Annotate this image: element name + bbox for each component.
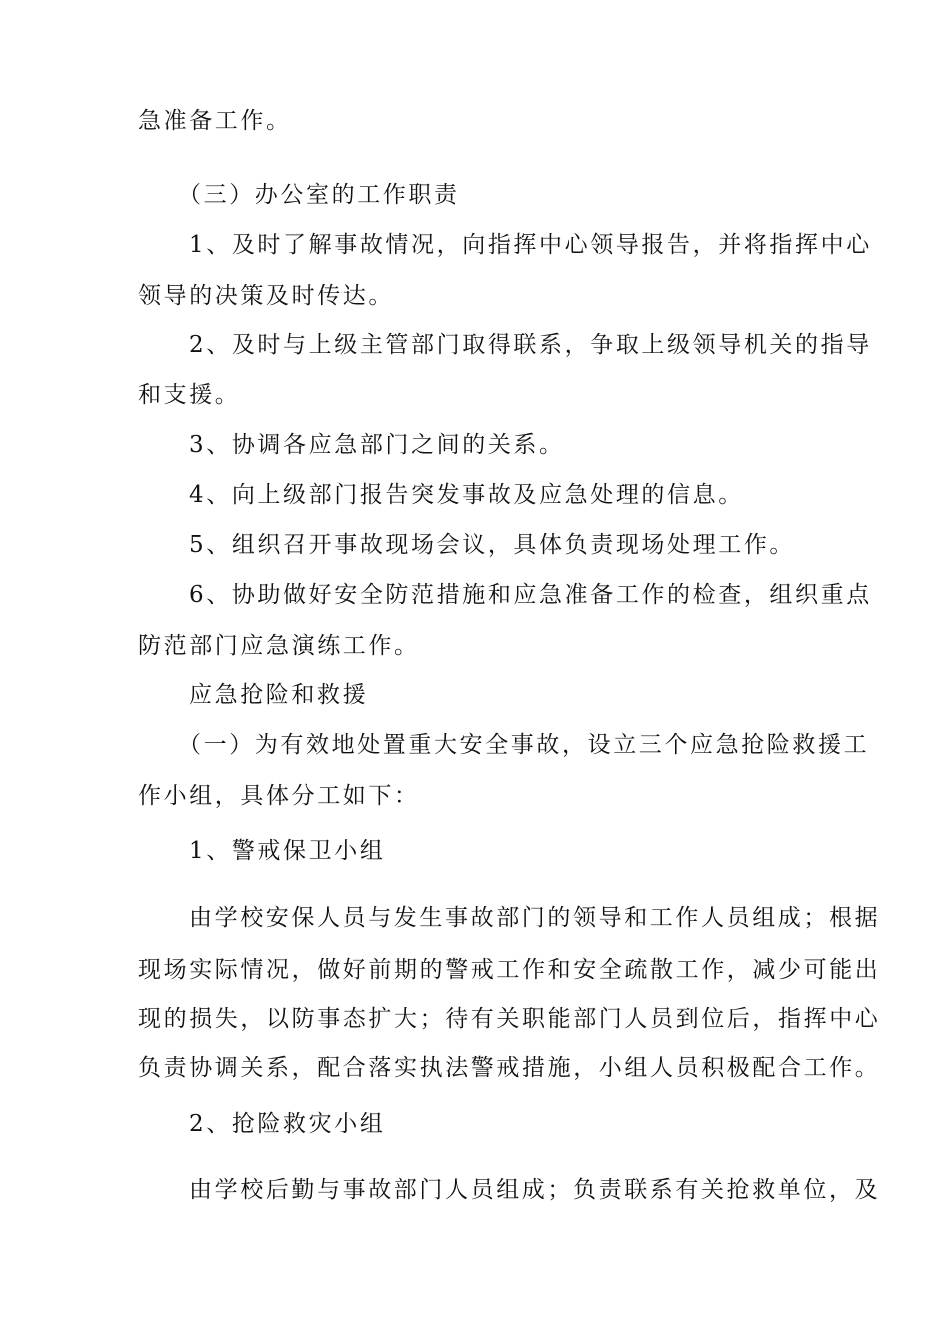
section-heading: 应急抢险和救援 bbox=[189, 682, 369, 708]
text-line: 作小组，具体分工如下： bbox=[138, 783, 420, 809]
text-line: 3、协调各应急部门之间的关系。 bbox=[189, 432, 565, 458]
text-line: 急准备工作。 bbox=[138, 108, 292, 134]
text-line: 5、组织召开事故现场会议，具体负责现场处理工作。 bbox=[189, 532, 796, 558]
text-line: 负责协调关系，配合落实执法警戒措施，小组人员积极配合工作。 bbox=[138, 1055, 881, 1081]
text-line: 由学校后勤与事故部门人员组成；负责联系有关抢救单位，及 bbox=[189, 1177, 881, 1203]
section-heading: （三）办公室的工作职责 bbox=[178, 182, 460, 208]
text-line: 6、协助做好安全防范措施和应急准备工作的检查，组织重点 bbox=[189, 582, 872, 608]
text-line: （一）为有效地处置重大安全事故，设立三个应急抢险救援工 bbox=[178, 732, 870, 758]
text-line: 2、及时与上级主管部门取得联系，争取上级领导机关的指导 bbox=[189, 332, 872, 358]
text-line: 现的损失，以防事态扩大；待有关职能部门人员到位后，指挥中心 bbox=[138, 1006, 881, 1032]
text-line: 4、向上级部门报告突发事故及应急处理的信息。 bbox=[189, 482, 744, 508]
text-line: 领导的决策及时传达。 bbox=[138, 283, 394, 309]
text-line: 1、及时了解事故情况，向指挥中心领导报告，并将指挥中心 bbox=[189, 232, 872, 258]
subsection-heading: 2、抢险救灾小组 bbox=[189, 1111, 386, 1137]
text-line: 现场实际情况，做好前期的警戒工作和安全疏散工作，减少可能出 bbox=[138, 957, 881, 983]
text-line: 由学校安保人员与发生事故部门的领导和工作人员组成；根据 bbox=[189, 905, 881, 931]
text-line: 和支援。 bbox=[138, 382, 241, 408]
subsection-heading: 1、警戒保卫小组 bbox=[189, 838, 386, 864]
text-line: 防范部门应急演练工作。 bbox=[138, 633, 420, 659]
